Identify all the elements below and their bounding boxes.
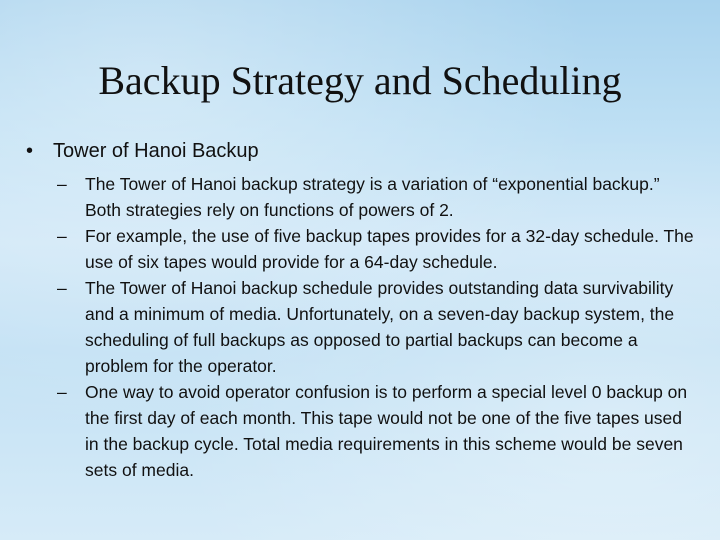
sub-bullet — [57, 275, 697, 379]
dash-marker: – — [57, 174, 67, 194]
sub-bullet-text: The Tower of Hanoi backup strategy is a variation of “exponential backup.” Both strategies rely on functions of powers of 2. — [85, 174, 660, 220]
sub-bullet — [57, 171, 697, 223]
slide-title: Backup Strategy and Scheduling — [98, 58, 622, 103]
sub-bullet — [57, 223, 697, 275]
sub-bullet-text: For example, the use of five backup tapes provides for a 32-day schedule. The use of six tapes would provide for a 64-day schedule. — [85, 226, 694, 272]
bullet-marker: • — [26, 140, 34, 162]
main-bullet-text: Tower of Hanoi Backup — [53, 140, 259, 162]
dash-marker: – — [57, 278, 67, 298]
sub-bullet — [57, 379, 697, 483]
dash-marker: – — [57, 226, 67, 246]
sub-bullet-text: One way to avoid operator confusion is to perform a special level 0 backup on the first day of each month. This tape would not be one of the five tapes used in the backup cycle. Total media requirements in this scheme would be seven sets of media. — [85, 382, 688, 480]
sub-bullet-text: The Tower of Hanoi backup schedule provides outstanding data survivability and a minimum of media. Unfortunately, on a seven-day backup system, the scheduling of full backups as opposed to partial backups can become a problem for the operator. — [85, 278, 675, 376]
dash-marker: – — [57, 382, 67, 402]
sub-bullet-list — [57, 171, 697, 483]
